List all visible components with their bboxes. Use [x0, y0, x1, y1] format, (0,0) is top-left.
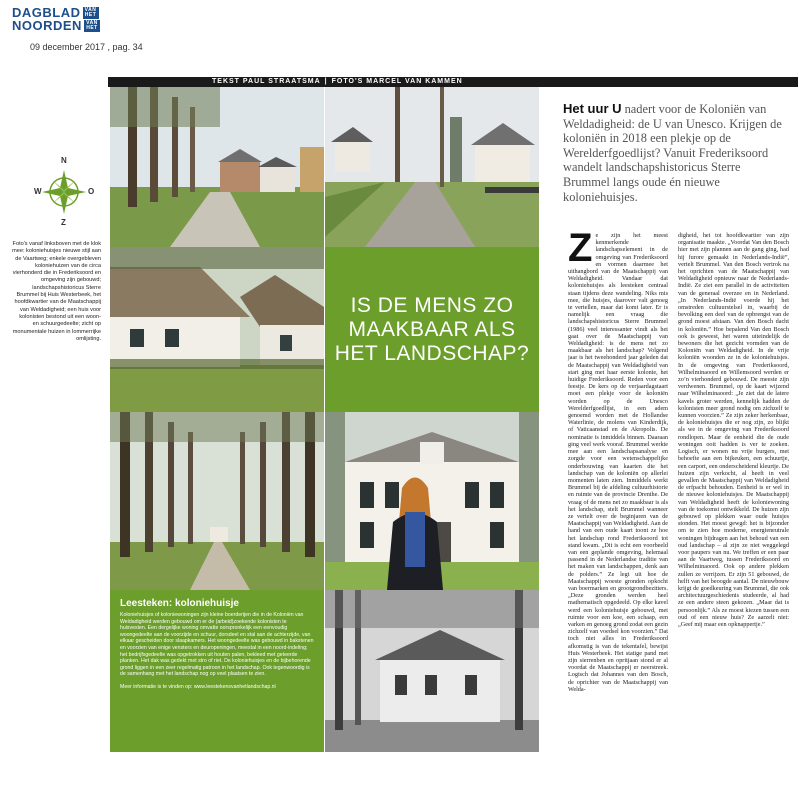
photo-thatched-house [110, 247, 324, 412]
compass-rose-icon [34, 156, 94, 228]
credits-separator: | [324, 78, 328, 85]
photo-bw-monumental-house [325, 590, 539, 752]
article-intro [563, 102, 789, 204]
leesteken-body: Koloniehuisjes of koloniewoningen zijn kleine boerderijen die in de Koloniën van Weldadigheid werden gebouwd om er de (arbeid)zoekende kolonisten te huisvesten. Een dergelijke woning omvatte oorspronkelijk een eenvoudig woongedeelte aan de voorzijde en schuur, dorsdeel en stal aan de achterzijde, van elkaar gescheiden door slaapkamers. Het woongedeelte was gebouwd in bakstenen en voorzien van enige vensters en deuropeningen, meestal in een noord-indeling; het bedrijfsgedeelte was opgetrokken uit houten palen, bekleed met geteerde planken. Het dak was gedekt met stro of riet. De koloniehuisjes en de bijbehorende grond liggen in een zeer regelmatig patroon in het landschap. Ook tegenwoordig is de samenhang met het landschap nog op veel plaatsen te zien. [120, 612, 314, 678]
article-column-2 [678, 232, 789, 628]
masthead-line2: NOORDEN [12, 18, 82, 33]
newspaper-masthead [12, 6, 122, 36]
photo-caption: Foto's vanaf linksboven met de klok mee: koloniehuisjes nieuwe stijl aan de Vaartweg; enkele overgebleven koloniehuizen van de circa vierhonderd die in Frederiksoord en omgeving zijn gebouwd; landschapshistoricus Sterre Brummel bij Huis Westerbeek, het hoofdkwartier van de Maatschappij van Weldadigheid; een huis voor kolonisten bestond uit een woon- en schuurgedeelte; zicht op monumentale huizen in lommerrijke omlijsting. [12, 241, 101, 342]
article-col2-text: digheid, het tot hoofdkwartier van zijn organisatie maakte. „Voordat Van den Bosch hier met zijn plannen aan de gang ging, had hij furore gemaakt in Nederlands-Indië”, vertelt Brummel. Van den Bosch vertrok na het oprichten van de Maatschappij van Weldadigheid opnieuw naar de Nederlands-Indië. Ze ziet een parallel in de activiteiten van de generaal overzee en in Nederland. „In Nederlands-Indië voerde hij het omstreden cultuurstelsel in, waarbij de bevolking een deel van de opbrengst van de grond moest afstaan. Van den Bosch dacht in koloniën.” Hoe bepalend Van den Bosch ook is geweest, het waren uiteindelijk de bewoners die het gezicht vormden van de Koloniën van Weldadigheid. In de vrije koloniën woonden ze in de koloniehuisjes. In de omgeving van Frederiksoord, Wilhelminaoord en Willemsoord werden er zo’n vierhonderd gebouwd. De meeste zijn verdwenen. Brummel, op de kaart wijzend naar Wilhelminaoord: „Je ziet dat de latere kavels groter werden, kennelijk hadden de kolonisten meer grond nodig om zichzelf te kunnen voorzien.” Ze zijn zeker herkenbaar, de koloniehuisjes die er nog zijn, zo blijkt als we in de omgeving van Frederiksoord rondlopen. Maar de eenheid die de oude woningen ooit hadden is ver te zoeken. Logisch, er wonen nu vrije burgers, met behoefte aan een bijkeuken, een schuurtje, een carport, een onderscheidend kleurtje. De huizen zijn verkocht, al heeft in veel gevallen de Maatschappij van Weldadigheid de erfpacht behouden. Eenheid is er wel in de nieuwe koloniehuisjes. De Maatschappij van Weldadigheid heeft de koloniewoning van de toekomst ontwikkeld. De huizen zijn gebouwd op plekken waar oude huisjes stonden. Het moest gewgd: het is bijzonder om te zien hoe moderne, energieneutrale woningen bijdragen aan het behoud van een oud landschap – al zijn ze niet weggelegd voor paupers van nu. We treffen er een paar aan de Vaartweg, tussen Frederiksoord en Wilhelminaoord. Ook op andere plekken zullen ze verrijzen. Er zijn 51 gebouwd, de helft van het beoogde aantal. De nieuwbouw krijgt de goedkeuring van Brummel, die ook architectuurgeschiedenis studeerde, al had ze een andere steen gekozen. „Maar dat is persoonlijk.” Als ze moest kiezen tussen een oud of een nieuw huis? Ze aarzelt niet: „Geef mij maar een opknappertje.” [678, 232, 789, 628]
headline: IS DE MENS ZO MAAKBAAR ALS HET LANDSCHAP? [334, 293, 530, 365]
leesteken-title: Leesteken: koloniehuisje [120, 598, 239, 609]
masthead-line1: DAGBLAD [12, 5, 81, 20]
dateline: 09 december 2017 , pag. 34 [30, 42, 143, 52]
intro-lead: Het uur U [563, 101, 622, 116]
leesteken-more-info: Meer informatie is te vinden op: www.leestekensvanhetlandschap.nl [120, 683, 276, 690]
compass-south: Z [61, 218, 66, 227]
photo-tree-avenue [110, 412, 324, 590]
dropcap: Z [568, 226, 593, 270]
masthead-tag2: VAN HET [84, 20, 100, 32]
compass-east: O [88, 187, 95, 196]
photo-tree-lined-road [110, 87, 324, 247]
photo-village-road [325, 87, 539, 247]
masthead-tag1: VAN HET [83, 7, 99, 19]
headline-box [325, 247, 539, 412]
article-column-1 [568, 226, 668, 693]
photo-woman-huis-westerbeek [325, 412, 539, 590]
compass-north: N [61, 156, 67, 165]
compass-west: W [34, 187, 42, 196]
leesteken-box [110, 590, 324, 752]
intro-text: nadert voor de Koloniën van Weldadigheid: de U van Unesco. Krijgen de koloniën in 2018 een plekje op de Werelderfgoedlijst? Vanuit Frederiksoord wandelt landschapshistoricus Sterre Brummel langs oude én nieuwe koloniehuisjes. [563, 102, 782, 204]
article-col1-text: e zijn het meest kenmerkende landschapselement in de omgeving van Frederiksoord en vormen daarmee het uithangbord van de Maatschappij van Weldadigheid. Vandaar dat koloniehuisjes als leesteken centraal staan tijdens deze wandeling. Niks mis mee, die huisjes, daarover valt genoeg te vertellen, maar dat komt later. Er is namelijk een vraag die landschapshistoricus Sterre Brummel (1986) veel interessanter vindt als het gaat over de Maatschappij van Weldadigheid: is de mens net zo maakbaar als het landschap? Volgend jaar is het tweehonderd jaar geleden dat de Maatschappij van Weldadigheid van start ging met haar eerste kolonie, het huidige Frederiksoord. Reden voor een feestje. De kers op de verjaardagstaart moet een plekje voor de koloniën worden op de Unesco Werelderfgoedlijst, in een adem genoemd worden met de Hollandse Waterlinie, de molens van Kinderdijk, of Vaticaanstad en de Akropolis. De nominatie is inmiddels binnen. Daaraan ging veel werk vooraf. Brummel werkte mee aan een landschapsanalyse en zorgde voor een wetenschappelijke onderbouwing van kaarten die het landschap van de koloniën op allerlei momenten laten zien. Inmiddels werkt Brummel bij de afdeling cultuurhistorie en ruimte van de provincie Drenthe. De vraag of de mens net zo maakbaar is als het landschap, stelt Brummel wanneer ze vertelt over de beginjaren van de Maatschappij van Weldadigheid. Aan de hand van een oude kaart toont ze hoe het landschap rond Frederiksoord tot stand kwam. „Dit is echt een voorbeeld van een geplande omgeving, helemaal passend in de Nederlandse traditie van het maken van landschappen, denk aan de polders.” Ze legt uit hoe de Maatschappij woeste gronden opkocht van boermarken en grootgrondbezitters. „Deze gronden werden heel mathematisch opgedeeld. Op elke kavel werd een koloniehuisje gebouwd, met ruimte voor een koe, een schaap, een varken en genoeg grond zodat een gezin zichzelf van voedsel kon voorzien.” Dat toch niet alles in Frederiksoord afkomstig is van de tekentafel, bewijst Huis Westerbeek. Het statige pand met zijn sierrenben en opritjaan stond er al voordat de Maatschappij er neerstreek. Logisch dat Johannes van den Bosch, de oprichter van de Maatschappij van Welda- [568, 232, 668, 693]
credits-text: TEKST PAUL STRAATSMA [212, 78, 321, 85]
credits-bar [108, 77, 798, 87]
credits-photo: FOTO'S MARCEL VAN KAMMEN [331, 78, 463, 85]
